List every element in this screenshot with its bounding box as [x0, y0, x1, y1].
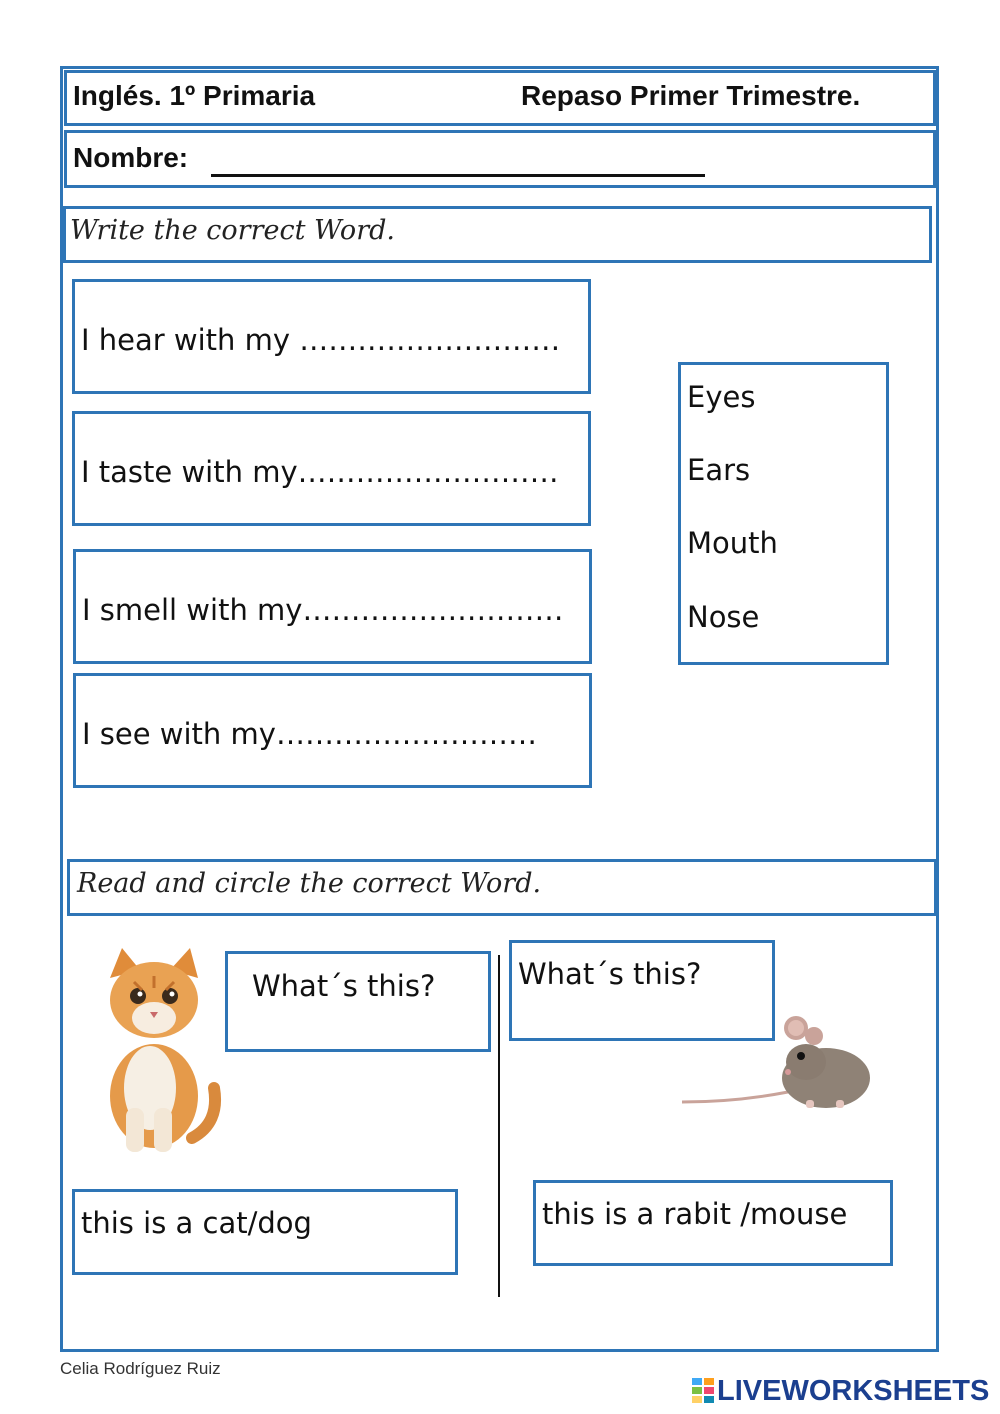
- name-underline[interactable]: [211, 174, 705, 177]
- brand-name: LIVEWORKSHEETS: [717, 1374, 990, 1407]
- word-mouth: Mouth: [687, 526, 778, 560]
- author-credit: Celia Rodríguez Ruiz: [60, 1359, 221, 1378]
- name-box: [64, 130, 936, 188]
- worksheet-title: Repaso Primer Trimestre.: [521, 80, 861, 111]
- answer-right[interactable]: this is a rabit /mouse: [542, 1197, 848, 1231]
- mouse-image: [676, 1010, 872, 1114]
- word-eyes: Eyes: [687, 380, 756, 414]
- instruction-1: Write the correct Word.: [70, 215, 395, 246]
- column-divider: [498, 955, 500, 1297]
- subject-label: Inglés. 1º Primaria: [73, 80, 316, 111]
- question-right: What´s this?: [518, 957, 702, 991]
- answer-left[interactable]: this is a cat/dog: [81, 1206, 312, 1240]
- kitten-image: [92, 948, 224, 1158]
- name-label: Nombre:: [73, 142, 189, 173]
- liveworksheets-logo: [692, 1374, 989, 1408]
- question-left: What´s this?: [252, 969, 436, 1003]
- logo-blocks-icon: [692, 1378, 714, 1404]
- word-nose: Nose: [687, 600, 760, 634]
- sentence-taste: I taste with my………………………: [81, 455, 559, 489]
- sentence-smell: I smell with my………………………: [82, 593, 564, 627]
- instruction-2: Read and circle the correct Word.: [77, 868, 542, 899]
- word-ears: Ears: [687, 453, 751, 487]
- sentence-hear: I hear with my ………………………: [81, 323, 561, 357]
- sentence-see: I see with my………………………: [82, 717, 537, 751]
